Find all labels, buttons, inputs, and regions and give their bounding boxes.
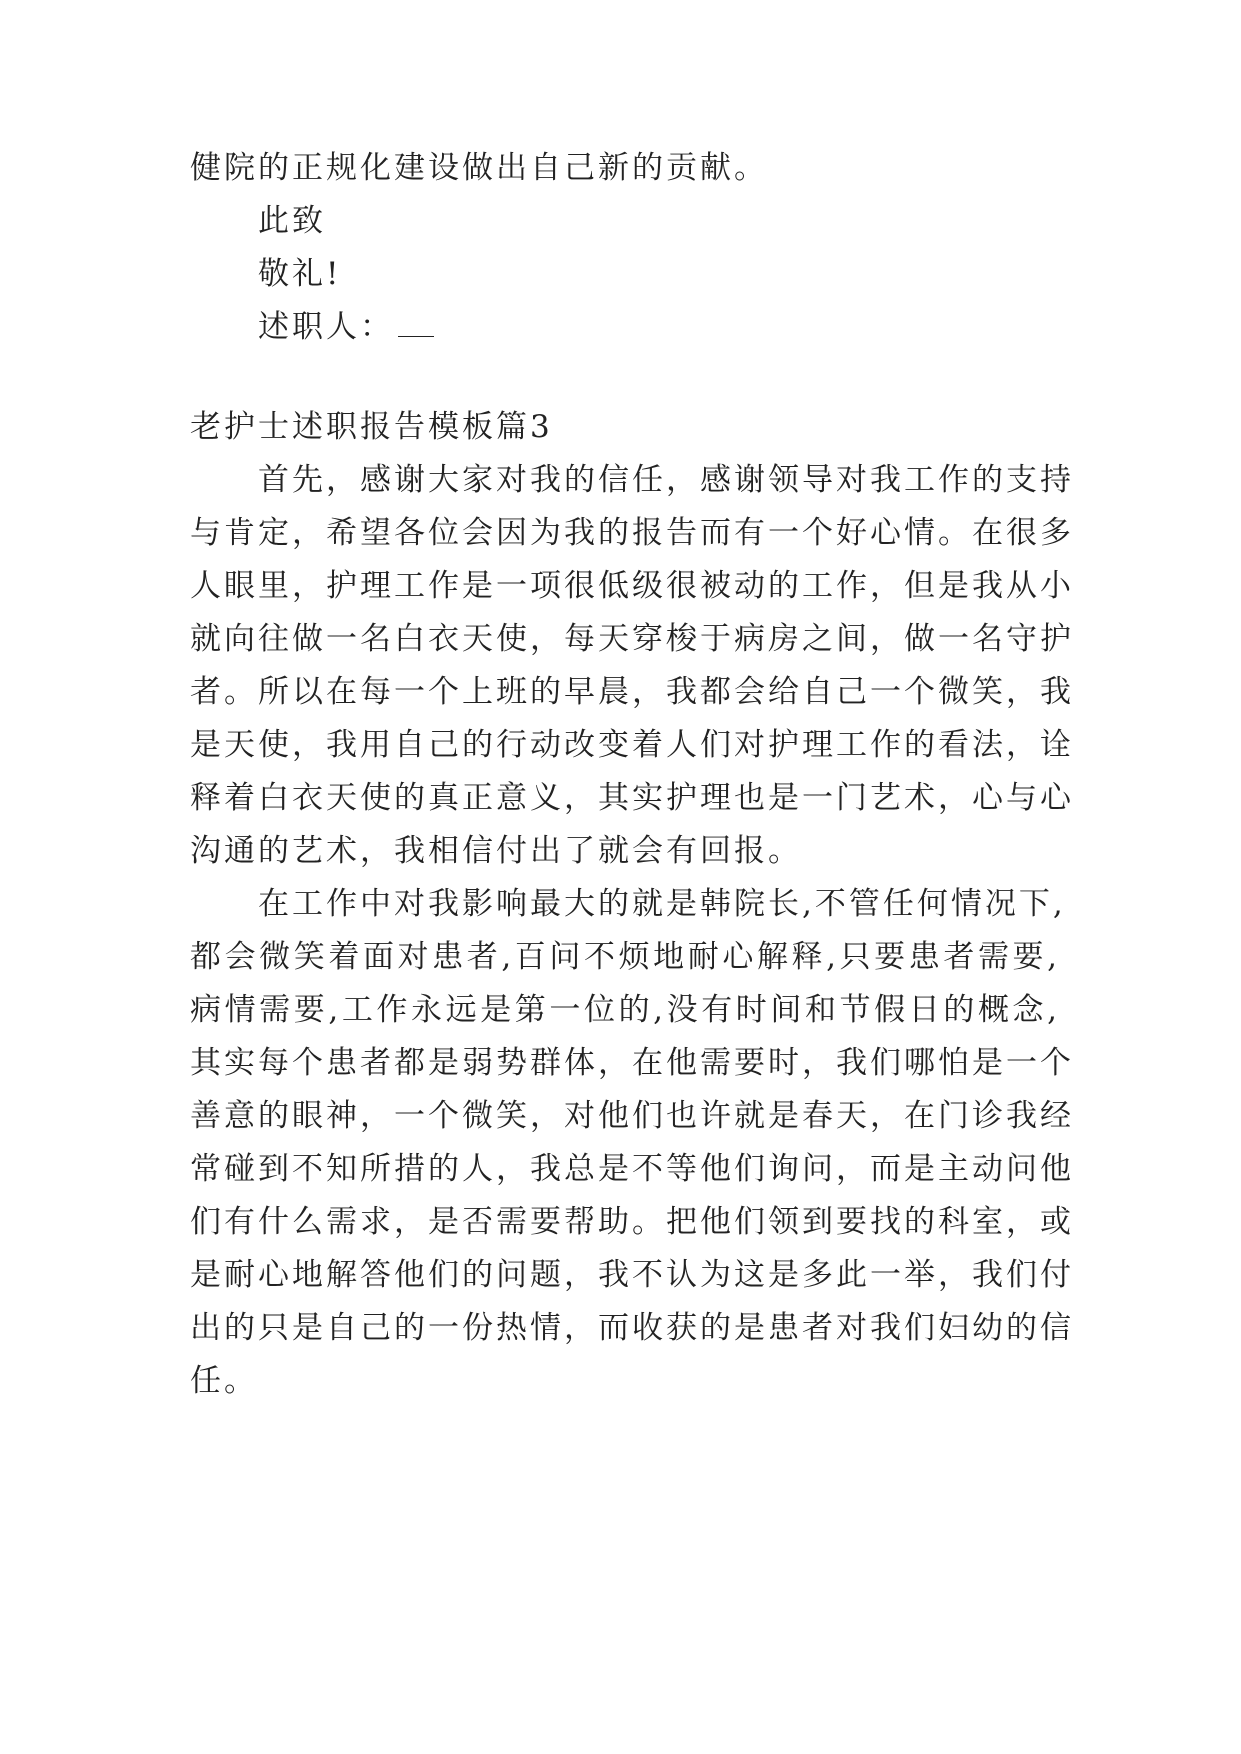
signature-blank <box>398 312 434 337</box>
paragraph-1-line: 释着白衣天使的真正意义，其实护理也是一门艺术，心与心 <box>190 780 1074 816</box>
paragraph-2-line: 病情需要,工作永远是第一位的,没有时间和节假日的概念, <box>190 992 1060 1028</box>
paragraph-2-line: 在工作中对我影响最大的就是韩院长,不管任何情况下, <box>258 886 1066 922</box>
paragraph-2-line: 善意的眼神，一个微笑，对他们也许就是春天，在门诊我经 <box>190 1098 1074 1134</box>
section-title: 老护士述职报告模板篇3 <box>190 409 553 445</box>
paragraph-2-line: 常碰到不知所措的人，我总是不等他们询问，而是主动问他 <box>190 1151 1074 1187</box>
paragraph-2-line: 其实每个患者都是弱势群体，在他需要时，我们哪怕是一个 <box>190 1045 1074 1081</box>
salutation-jing-li: 敬礼! <box>258 256 342 292</box>
paragraph-2-line: 是耐心地解答他们的问题，我不认为这是多此一举，我们付 <box>190 1257 1074 1293</box>
salutation-ci-zhi: 此致 <box>258 203 326 239</box>
paragraph-2-line: 都会微笑着面对患者,百问不烦地耐心解释,只要患者需要, <box>190 939 1060 975</box>
closing-continuation: 健院的正规化建设做出自己新的贡献。 <box>190 150 768 186</box>
paragraph-2-line: 们有什么需求，是否需要帮助。把他们领到要找的科室，或 <box>190 1204 1074 1240</box>
signature-label: 述职人： <box>258 309 394 345</box>
paragraph-1-line: 是天使，我用自己的行动改变着人们对护理工作的看法，诠 <box>190 727 1074 763</box>
paragraph-1-line: 就向往做一名白衣天使，每天穿梭于病房之间，做一名守护 <box>190 621 1074 657</box>
paragraph-1-line: 人眼里，护理工作是一项很低级很被动的工作，但是我从小 <box>190 568 1074 604</box>
paragraph-2-line: 任。 <box>190 1363 258 1399</box>
paragraph-1-line: 与肯定，希望各位会因为我的报告而有一个好心情。在很多 <box>190 515 1074 551</box>
paragraph-1-line: 沟通的艺术，我相信付出了就会有回报。 <box>190 833 802 869</box>
paragraph-1-line: 首先，感谢大家对我的信任，感谢领导对我工作的支持 <box>258 462 1074 498</box>
paragraph-2-line: 出的只是自己的一份热情，而收获的是患者对我们妇幼的信 <box>190 1310 1074 1346</box>
paragraph-1-line: 者。所以在每一个上班的早晨，我都会给自己一个微笑，我 <box>190 674 1074 710</box>
signature-line <box>258 307 1128 347</box>
